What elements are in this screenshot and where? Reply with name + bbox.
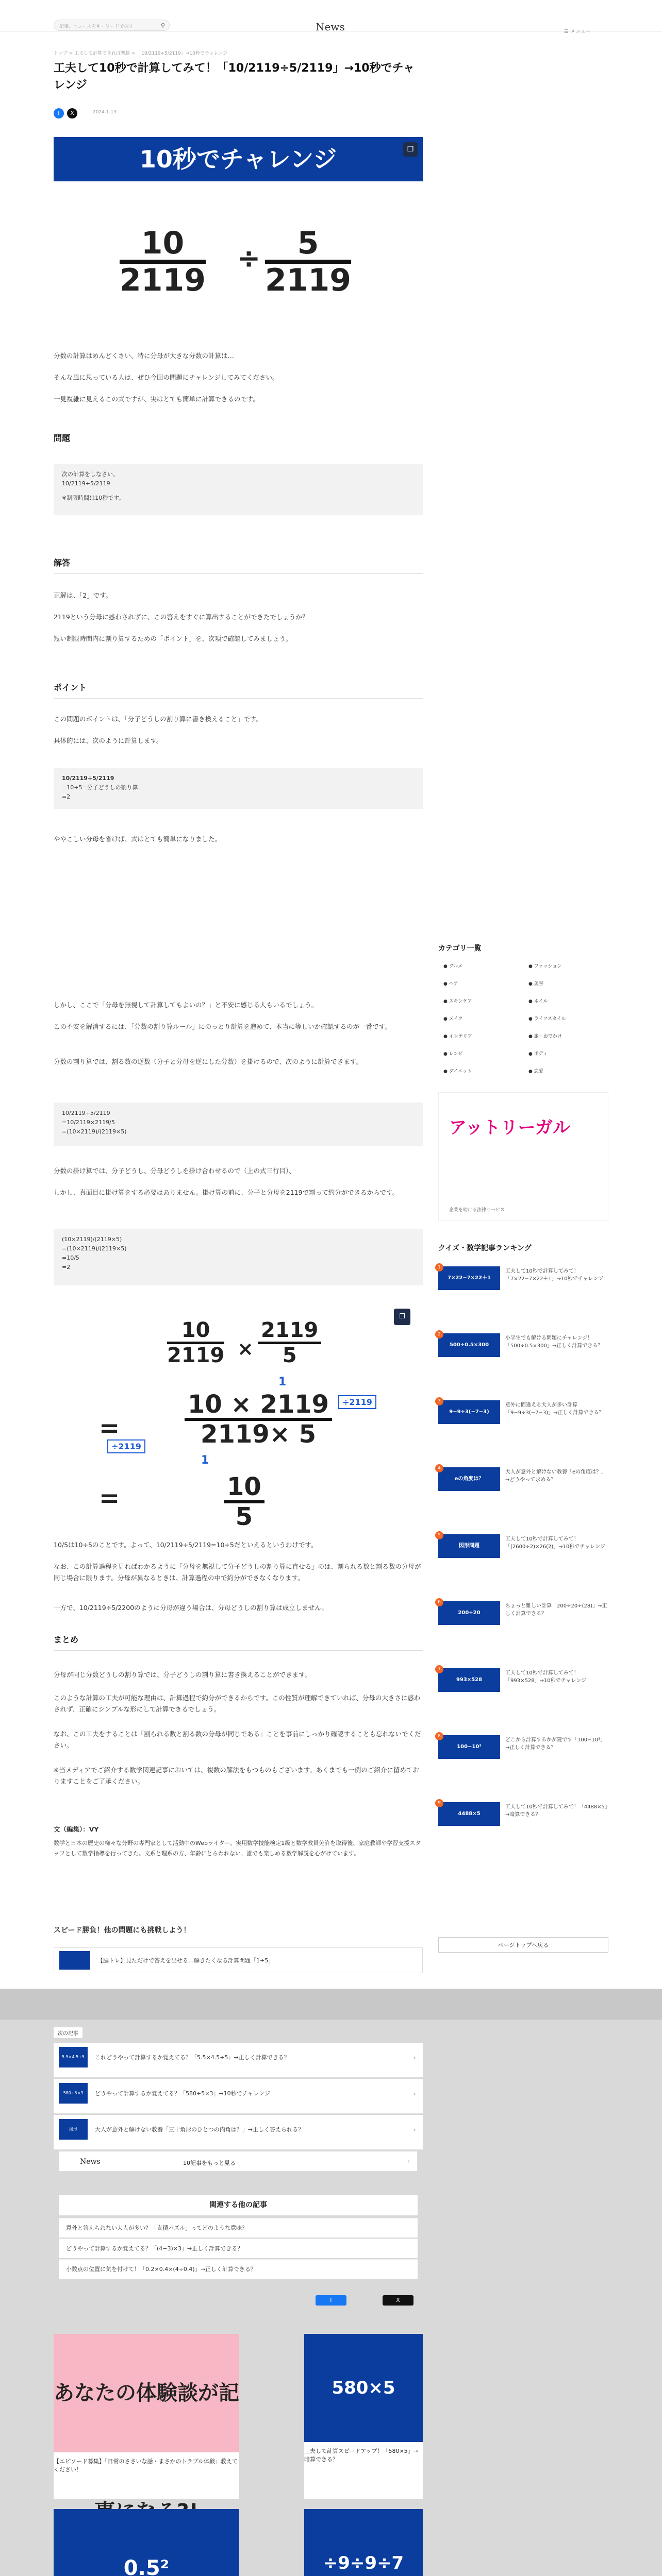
category-icon: ● (443, 1034, 449, 1039)
ranking-title: 意外に間違える大人が多い計算「9−9÷3(−7−3)」→正しく計算できる？ (505, 1402, 604, 1416)
category-icon: ● (443, 1069, 449, 1074)
grid-title: 工夫して計算スピードアップ！「580×5」→暗算できる？ (304, 2448, 418, 2463)
x-share-icon[interactable]: X (67, 108, 77, 118)
related-title: どうやって計算するか覚えてる？「580÷5×3」→10秒でチャレンジ (95, 2090, 270, 2097)
answer-2: 2119という分母に惑わされずに、この答えをすぐに算出することができたでしょうか？ (54, 613, 309, 621)
category-icon: ● (528, 1069, 534, 1074)
grid-title: 【エピソード募集】「日常のささいな話・まさかのトラブル体験」教えてください！ (54, 2458, 238, 2473)
category-item[interactable]: ● スキンケア (443, 999, 472, 1004)
chevron-right-icon: › (413, 2090, 416, 2097)
category-item[interactable]: ● グルメ (443, 964, 463, 969)
division-sign: ÷ (237, 242, 261, 275)
sidebar-ranking-title: クイズ・数学記事ランキング (438, 1244, 532, 1252)
grid-thumb: 0.5² (54, 2509, 239, 2576)
facebook-share-button[interactable]: f (316, 2295, 346, 2306)
ranking-title: どこから計算するかが鍵です「100−10²」→正しく計算できる？ (505, 1737, 606, 1751)
related-thumb: 5.5×4.5÷5 (59, 2047, 88, 2067)
rank-badge: 8 (435, 1732, 443, 1740)
category-item[interactable]: ● 恋愛 (528, 1069, 543, 1074)
ranking-title: 工夫して10秒で計算してみて！「(2600÷2)×26(2)」→10秒でチャレンジ (505, 1536, 605, 1550)
overlay-strip (0, 1989, 662, 2020)
expl-2: この不安を解消するには、「分数の割り算ルール」にのっとり計算を進めて、本当に等しいか確認するのが一番です。 (54, 1023, 391, 1030)
rank-badge: 2 (435, 1330, 443, 1338)
fraction-left: $\frac{10}{2119}$ (120, 225, 206, 298)
expl-5: しかし、真面目に掛け算をする必要はありません。掛け算の前に、分子と分母を2119で割って約分ができるからです。 (54, 1189, 399, 1196)
ranking-title: ちょっと難しい計算「200÷20÷(28)」→正しく計算できる？ (505, 1603, 607, 1617)
ranking-thumb: 図形問題 (438, 1534, 500, 1558)
related-item[interactable] (54, 2115, 423, 2150)
intro-2: そんな風に思っている人は、ぜひ今回の問題にチャレンジしてみてください。 (54, 374, 279, 381)
related-list-item[interactable]: 意外と答えられない大人が多い？「直積パズル」ってどのような意味？ (59, 2218, 418, 2238)
rank-badge: 3 (435, 1397, 443, 1405)
category-icon: ● (443, 964, 449, 969)
ranking-item[interactable] (438, 1266, 608, 1292)
ranking-item[interactable] (438, 1601, 608, 1627)
rank-badge: 6 (435, 1598, 443, 1606)
heading-matome: まとめ (54, 1633, 423, 1651)
rank-badge: 7 (435, 1665, 443, 1673)
grid-card[interactable] (54, 2509, 239, 2576)
problem-box: 次の計算をしなさい。 10/2119÷5/2119 ※制限時間は10秒です。 (54, 464, 423, 515)
sidebar-categories: カテゴリ一覧 (438, 944, 482, 953)
fraction-right: $\frac{5}{2119}$ (265, 225, 351, 298)
page-top-button[interactable]: ページトップへ戻る (438, 1937, 608, 1953)
ranking-title: 工夫して10秒で計算してみて！「4488×5」→暗算できる？ (505, 1804, 607, 1818)
gallery-icon[interactable]: ❐ (394, 1309, 410, 1325)
ranking-item[interactable] (438, 1802, 608, 1828)
grid-thumb: ÷9÷9÷7 (304, 2509, 423, 2576)
expl-4: 分数の掛け算では、分子どうし、分母どうしを掛け合わせるので（上の式三行目）、 (54, 1167, 295, 1175)
ranking-item[interactable] (438, 1735, 608, 1761)
more-button[interactable]: News 10記事をもっと見る › (59, 2151, 418, 2172)
speed-thumb (59, 1951, 90, 1970)
speed-link[interactable]: 【脳トレ】見ただけで答えを出せる…解きたくなる計算問題「1÷5」 (54, 1947, 423, 1973)
grid-card[interactable] (54, 2334, 239, 2499)
next-label: 次の記事 (54, 2027, 82, 2038)
point-1: この問題のポイントは、「分子どうしの割り算に書き換えること」です。 (54, 715, 263, 723)
ranking-thumb: 7×22−7×22＋1 (438, 1266, 500, 1290)
expl-box-2: (10×2119)/(2119×5) =(10×2119)/(2119×5) =10/5 =2 (54, 1229, 423, 1285)
category-icon: ● (528, 999, 534, 1004)
ranking-item[interactable] (438, 1400, 608, 1426)
intro-3: 一見複雑に見えるこの式ですが、実はとても簡単に計算できるのです。 (54, 395, 260, 403)
grid-thumb: 580×5 (304, 2334, 423, 2442)
category-icon: ● (443, 981, 449, 987)
category-item[interactable]: ● メイク (443, 1016, 463, 1022)
rank-badge: 5 (435, 1531, 443, 1539)
related-list-item[interactable]: 小数点の位置に気を付けて！「0.2×0.4×(4÷0.4)」→正しく計算できる？ (59, 2259, 418, 2279)
search-icon[interactable]: ⚲ (160, 22, 165, 29)
category-icon: ● (528, 1034, 534, 1039)
category-item[interactable]: ● ダイエット (443, 1069, 472, 1074)
category-item[interactable]: ● ボディ (528, 1052, 548, 1057)
rank-badge: 1 (435, 1263, 443, 1272)
category-item[interactable]: ● ヘア (443, 981, 458, 987)
expl-1: しかし、ここで「分母を無視して計算してもよいの？」と不安に感じる人もいるでしょう。 (54, 1001, 318, 1009)
category-icon: ● (528, 1016, 534, 1022)
category-item[interactable]: ● ライフスタイル (528, 1016, 566, 1022)
answer-1: 正解は、「2」です。 (54, 591, 112, 599)
expl-8: 一方で、10/2119÷5/2200のように分母が違う場合は、分母どうしの割り算は成立しません。 (54, 1604, 328, 1612)
category-item[interactable]: ● 旅・おでかけ (528, 1034, 562, 1039)
chevron-right-icon: › (413, 2054, 416, 2061)
chevron-right-icon: › (413, 2126, 416, 2133)
summary-3: なお、この工夫をすることは「割られる数と割る数の分母が同じである」ことを事前にしっかり確認することも忘れないでください。 (54, 1730, 421, 1749)
category-icon: ● (528, 964, 534, 969)
diagram-frac-3: $\frac{10 \times 2119}{2119\times 5}$ (185, 1391, 332, 1448)
intro-1: 分数の計算はめんどくさい、特に分母が大きな分数の計算は… (54, 352, 235, 360)
category-item[interactable]: ● ファッション (528, 964, 562, 969)
category-item[interactable]: ● レシピ (443, 1052, 463, 1057)
summary-2: このような計算の工夫が可能な理由は、計算過程で約分ができるからです。この性質が理解できていれば、分母の大きさに惑わされず、正確にシンプルな形にして計算できるでしょう。 (54, 1694, 421, 1713)
ranking-thumb: 4488×5 (438, 1802, 500, 1826)
category-icon: ● (443, 1052, 449, 1057)
related-title: これどうやって計算するか覚えてる？「5.5×4.5÷5」→正しく計算できる？ (95, 2054, 290, 2061)
ranking-thumb: 993×528 (438, 1668, 500, 1692)
related-thumb: 図形 (59, 2119, 88, 2140)
heading-mondai: 問題 (54, 432, 423, 449)
page-title: 工夫して10秒で計算してみて！「10/2119÷5/2119」→10秒でチャレンジ (54, 62, 415, 92)
ranking-item[interactable] (438, 1333, 608, 1359)
grid-card[interactable] (304, 2509, 423, 2576)
sidebar-ad[interactable]: アットリーガル 企業を助ける法律サービス (438, 1092, 608, 1221)
calculation-diagram: ❐ $\frac{10}{2119}$ × $\frac{2119}{5}$ = $\frac{10 \times 2119}{2119\times 5}$ ÷2119 ÷2119 1 1 = $\frac{10}{5}$ (54, 1303, 423, 1530)
hero-banner: 10秒でチャレンジ ❐ (54, 137, 423, 181)
expl-6: 10/5は10÷5のことです。よって、10/2119÷5/2119=10÷5だといえるというわけです。 (54, 1541, 318, 1549)
site-logo[interactable]: News (316, 21, 345, 33)
menu-button[interactable]: ☰ メニュー (564, 29, 591, 35)
ranking-thumb: 200÷20 (438, 1601, 500, 1625)
answer-3: 短い制限時間内に割り算するための「ポイント」を、次項で確認してみましょう。 (54, 635, 292, 642)
author-desc: 数学と日本の歴史の様々な分野の専門家として活動中のWebライター。実用数学技能検定1級と数学教員免許を取得後、家庭教師や学習支援スタッフとして数学指導を行ってきた。文系と理系の方、年齢にとらわれない、誰でも楽しめる数学解説を心がけています。 (54, 1840, 421, 1857)
facebook-icon[interactable]: f (54, 108, 64, 118)
summary-1: 分母が同じ分数どうしの割り算では、分子どうしの割り算に書き換えることができます。 (54, 1671, 311, 1679)
ranking-title: 工夫して10秒で計算してみて！「7×22−7×22＋1」→10秒でチャレンジ (505, 1268, 603, 1282)
rank-badge: 4 (435, 1464, 443, 1472)
search-input[interactable]: 記事、ニュースをキーワードで探す ⚲ (54, 20, 170, 31)
breadcrumb[interactable]: トップ > 工夫して計算できれば楽勝 > 「10/2119÷5/2119」→10秒でチャレンジ (54, 51, 228, 56)
ranking-item[interactable] (438, 1668, 608, 1694)
related-list-item[interactable]: どうやって計算するか覚えてる？「(4−3)×3」→正しく計算できる？ (59, 2239, 418, 2258)
divide-tag: ÷2119 (338, 1395, 376, 1409)
category-item[interactable]: ● インテリア (443, 1034, 472, 1039)
point-2: 具体的には、次のように計算します。 (54, 737, 163, 744)
ranking-item[interactable] (438, 1467, 608, 1493)
related-item[interactable] (54, 2043, 423, 2078)
x-share-button[interactable]: X (383, 2295, 413, 2306)
gallery-icon[interactable]: ❐ (403, 142, 418, 157)
divide-tag: ÷2119 (107, 1439, 145, 1453)
author: 文（編集）：VY (54, 1825, 99, 1833)
point-3: ややこしい分母を省けば、式はとても簡単になりました。 (54, 835, 222, 843)
ranking-thumb: 100−10² (438, 1735, 500, 1759)
grid-thumb: あなたの体験談が記 (54, 2334, 239, 2452)
ranking-thumb: 500÷0.5×300 (438, 1333, 500, 1357)
category-icon: ● (528, 1052, 534, 1057)
speed-heading: スピード勝負！他の問題にも挑戦しよう！ (54, 1926, 191, 1935)
diagram-frac-result: $\frac{10}{5}$ (224, 1473, 264, 1530)
ranking-item[interactable] (438, 1534, 608, 1560)
grid-card[interactable] (304, 2334, 423, 2499)
expl-3: 分数の割り算では、割る数の逆数（分子と分母を逆にした分数）を掛けるので、次のように計算できます。 (54, 1058, 362, 1065)
related-thumb: 580÷5×3 (59, 2083, 88, 2104)
category-icon: ● (443, 999, 449, 1004)
ranking-title: 大人が意外と解けない教養「eの角度は？」→どうやって求める？ (505, 1469, 607, 1483)
ranking-title: 工夫して10秒で計算してみて！「993×528」→10秒でチャレンジ (505, 1670, 586, 1684)
category-item[interactable]: ● 美容 (528, 981, 543, 987)
point-box: 10/2119÷5/2119 =10÷5=分子どうしの割り算 =2 (54, 768, 423, 809)
diagram-frac-2: $\frac{2119}{5}$ (258, 1319, 321, 1367)
ranking-thumb: eの角度は？ (438, 1467, 500, 1491)
related-list-title: 関連する他の記事 (59, 2195, 418, 2215)
related-title: 大人が意外と解けない教養「三十角形のひとつの内角は？」→正しく答えられる？ (95, 2126, 304, 2133)
related-item[interactable] (54, 2079, 423, 2114)
category-icon: ● (528, 981, 534, 987)
expl-7: なお、この計算過程を見ればわかるように「分母を無視して分子どうしの割り算に直せる」のは、割られる数と割る数の分母が同じ場合に限ります。分母が異なるときは、計算過程の中で約分ができなくなります。 (54, 1563, 421, 1582)
ranking-title: 小学生でも解ける問題にチャレンジ！「500÷0.5×300」→正しく計算できる？ (505, 1335, 603, 1349)
publish-date: 2024.1.13 (93, 110, 117, 115)
diagram-frac-1: $\frac{10}{2119}$ (167, 1318, 225, 1367)
expl-box: 10/2119÷5/2119 =10/2119×2119/5 =(10×2119)/(2119×5) (54, 1103, 423, 1146)
rank-badge: 9 (435, 1799, 443, 1807)
heading-kaito: 解答 (54, 556, 423, 574)
summary-note: ※当メディアでご紹介する数学関連記事においては、複数の解法をもつものもございます。あくまでも一例のご紹介に留めておりますことをご了承ください。 (54, 1766, 419, 1785)
heading-point: ポイント (54, 681, 423, 699)
ranking-thumb: 9−9÷3(−7−3) (438, 1400, 500, 1424)
category-icon: ● (443, 1016, 449, 1022)
category-item[interactable]: ● ネイル (528, 999, 548, 1004)
